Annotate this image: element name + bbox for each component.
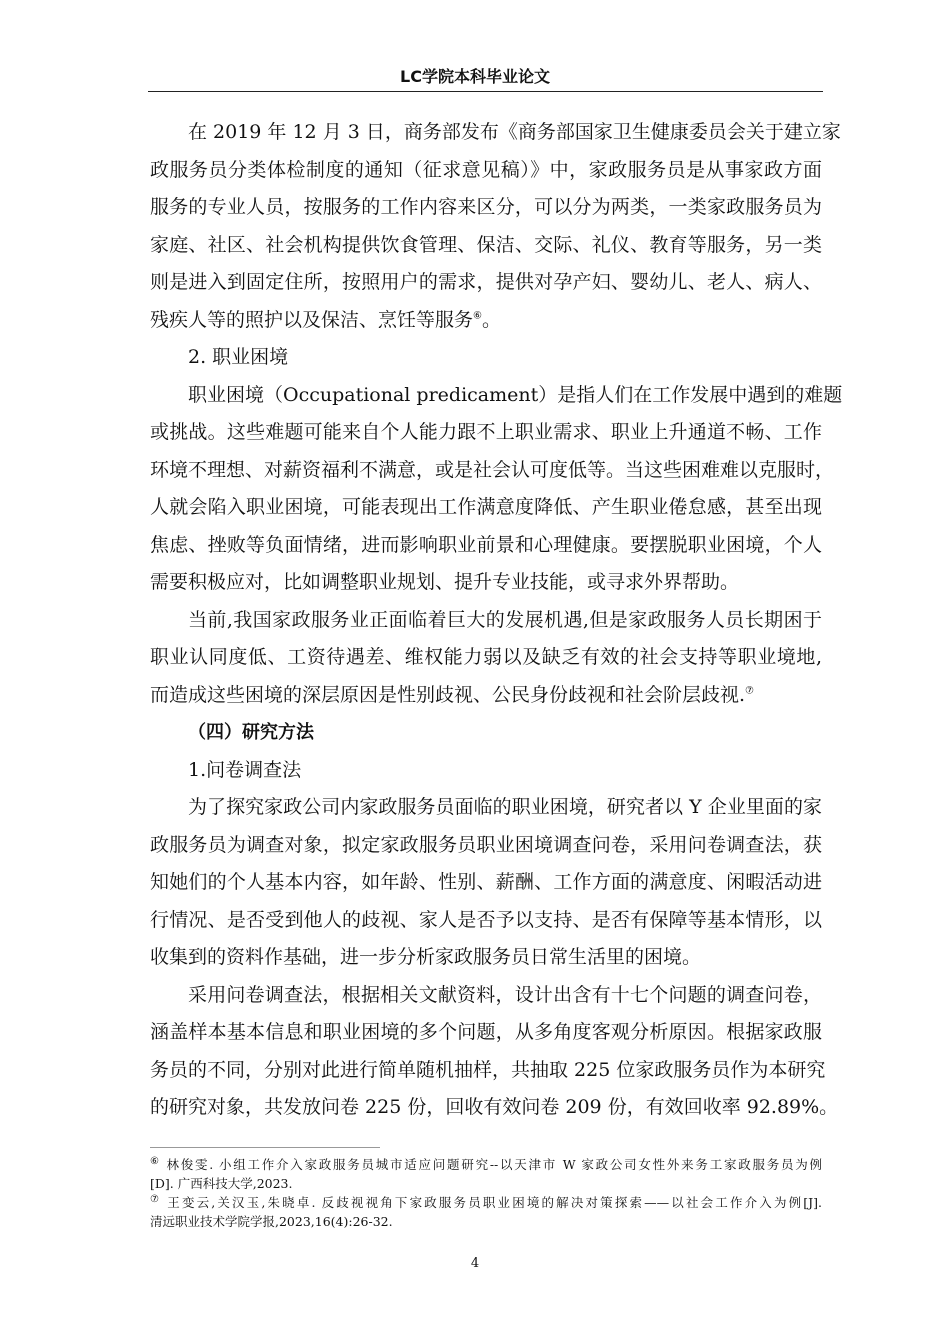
footnote (150, 1155, 822, 1193)
line-text: 人就会陷入职业困境，可能表现出工作满意度降低、产生职业倦怠感，甚至出现 (150, 496, 822, 518)
text-line (150, 152, 822, 190)
line-text: 。 (481, 308, 501, 331)
text-line (150, 939, 822, 977)
footnote (150, 1193, 822, 1231)
body-text (150, 114, 843, 1127)
text-line (150, 1052, 826, 1090)
page-number: 4 (470, 1256, 480, 1271)
text-line (150, 902, 822, 940)
text-line (150, 489, 822, 527)
text-line (150, 1089, 839, 1127)
text-line (150, 864, 822, 902)
footnote-ref[interactable]: ⑥ (473, 310, 482, 322)
line-text: 而造成这些困境的深层原因是性别歧视、公民身份歧视和社会阶层歧视. (150, 683, 746, 706)
text-line (150, 639, 822, 677)
footnote-text: 清远职业技术学院学报,2023,16(4):26-32. (150, 1214, 393, 1229)
paragraph (150, 377, 843, 602)
text-line (150, 189, 822, 227)
line-text: 知她们的个人基本内容，如年龄、性别、薪酬、工作方面的满意度、闲暇活动进 (150, 871, 822, 893)
text-line (150, 602, 822, 640)
text-line (150, 677, 822, 715)
text-line (150, 977, 822, 1015)
footnote-line (150, 1174, 822, 1193)
paragraph (150, 602, 822, 715)
line-text: 环境不理想、对薪资福利不满意，或是社会认可度低等。当这些困难难以克服时， (150, 458, 835, 481)
line-text: 政服务员分类体检制度的通知（征求意见稿）》中，家政服务员是从事家政方面 (150, 158, 822, 181)
footnote-ref[interactable]: ⑦ (745, 685, 755, 697)
line-text: 职业认同度低、工资待遇差、维权能力弱以及缺乏有效的社会支持等职业境地, (150, 646, 822, 668)
line-text: 当前,我国家政服务业正面临着巨大的发展机遇,但是家政服务人员长期困于 (188, 608, 822, 631)
line-text: 残疾人等的照护以及保洁、烹饪等服务 (150, 308, 474, 331)
line-text: 职业困境（Occupational predicament）是指人们在工作发展中遇到的难题 (188, 383, 843, 406)
line-text: 为了探究家政公司内家政服务员面临的职业困境，研究者以 Y 企业里面的家 (188, 796, 822, 818)
line-text: 服务的专业人员，按服务的工作内容来区分，可以分为两类，一类家政服务员为 (150, 196, 822, 218)
line-text: 家庭、社区、社会机构提供饮食管理、保洁、交际、礼仪、教育等服务，另一类 (150, 233, 822, 256)
footnote-divider (150, 1147, 380, 1148)
section-heading (150, 714, 822, 752)
line-text: 的研究对象，共发放问卷 225 份，回收有效问卷 209 份，有效回收率 92.89%。 (150, 1096, 839, 1118)
line-text: 行情况、是否受到他人的歧视、家人是否予以支持、是否有保障等基本情形，以 (150, 908, 822, 931)
line-text: 焦虑、挫败等负面情绪，进而影响职业前景和心理健康。要摆脱职业困境，个人 (150, 533, 822, 556)
footnote-text: [D]. 广西科技大学,2023. (150, 1176, 293, 1191)
line-text: 涵盖样本基本信息和职业困境的多个问题，从多角度客观分析原因。根据家政服 (150, 1021, 822, 1043)
footnotes (150, 1155, 822, 1231)
text-line (150, 714, 822, 752)
paragraph (150, 114, 841, 339)
text-line (150, 414, 822, 452)
running-header: LC学院本科毕业论文 (400, 67, 550, 86)
footnote-text: 王变云,关汉玉,朱晓卓. 反歧视视角下家政服务员职业困境的解决对策探索——以社会工作介入为例[J]. (167, 1195, 822, 1210)
line-text: 政服务员为调查对象，拟定家政服务员职业困境调查问卷，采用问卷调查法，获 (150, 833, 822, 856)
footnote-mark: ⑦ (150, 1193, 162, 1205)
text-line (150, 264, 822, 302)
paragraph (150, 789, 822, 977)
line-text: 2. 职业困境 (188, 346, 289, 368)
text-line (150, 1014, 822, 1052)
line-text: 务员的不同，分别对此进行简单随机抽样，共抽取 225 位家政服务员作为本研究 (150, 1058, 826, 1081)
header-divider (148, 91, 823, 92)
subsection-title (150, 752, 822, 790)
subsection-title (150, 339, 822, 377)
footnote-line (150, 1155, 822, 1174)
text-line (150, 302, 822, 340)
text-line (150, 339, 822, 377)
footnote-line (150, 1193, 822, 1212)
footnote-text: 林俊雯. 小组工作介入家政服务员城市适应问题研究--以天津市 W 家政公司女性外来务工家政服务员为例 (166, 1157, 822, 1172)
text-line (150, 452, 835, 490)
footnote-mark: ⑥ (150, 1155, 161, 1167)
text-line (150, 564, 822, 602)
text-line (150, 527, 822, 565)
line-text: 采用问卷调查法，根据相关文献资料，设计出含有十七个问题的调查问卷， (188, 983, 822, 1006)
line-text: 收集到的资料作基础，进一步分析家政服务员日常生活里的困境。 (150, 946, 702, 968)
text-line (150, 789, 822, 827)
line-text: 在 2019 年 12 月 3 日，商务部发布《商务部国家卫生健康委员会关于建立家 (188, 121, 841, 143)
line-text: 或挑战。这些难题可能来自个人能力跟不上职业需求、职业上升通道不畅、工作 (150, 421, 822, 443)
text-line (150, 827, 822, 865)
text-line (150, 114, 841, 152)
line-text: 1.问卷调查法 (188, 758, 302, 781)
line-text: （四）研究方法 (188, 722, 314, 743)
text-line (150, 377, 843, 415)
footnote-line (150, 1212, 822, 1231)
line-text: 则是进入到固定住所，按照用户的需求，提供对孕产妇、婴幼儿、老人、病人、 (150, 271, 822, 293)
text-line (150, 752, 822, 790)
paragraph (150, 977, 839, 1127)
text-line (150, 227, 822, 265)
line-text: 需要积极应对，比如调整职业规划、提升专业技能，或寻求外界帮助。 (150, 571, 740, 593)
